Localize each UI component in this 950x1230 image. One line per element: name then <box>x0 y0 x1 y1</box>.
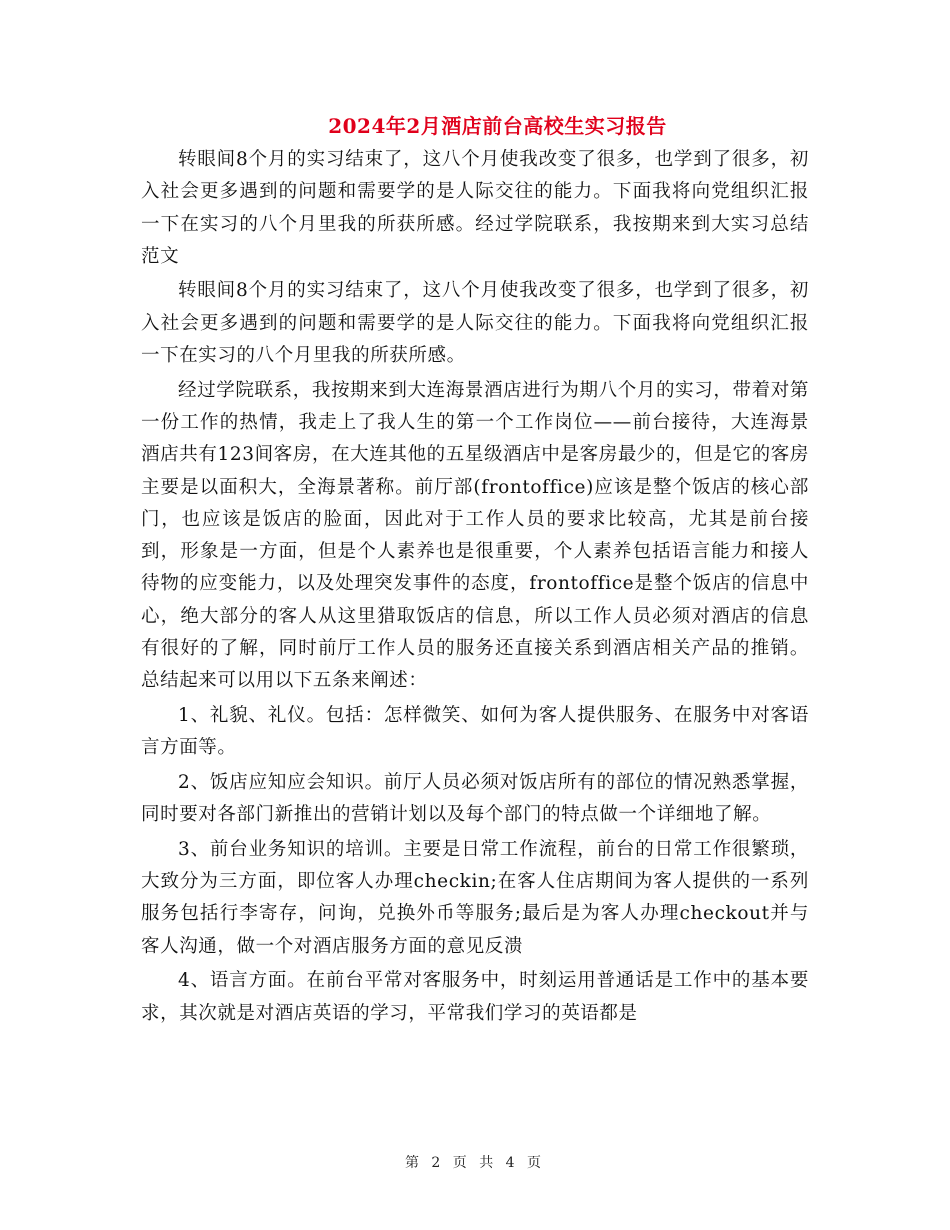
paragraph-2: 转眼间8个月的实习结束了，这八个月使我改变了很多，也学到了很多，初入社会更多遇到的问题和需要学的是人际交往的能力。下面我将向党组织汇报一下在实习的八个月里我的所获所感。 <box>141 280 809 367</box>
document-title: 2024年2月酒店前台高校生实习报告 <box>328 114 667 138</box>
paragraph-4: 1、礼貌、礼仪。包括：怎样微笑、如何为客人提供服务、在服务中对客语言方面等。 <box>141 704 809 759</box>
paragraph-7: 4、语言方面。在前台平常对客服务中，时刻运用普通话是工作中的基本要求，其次就是对酒店英语的学习，平常我们学习的英语都是 <box>141 970 809 1024</box>
paragraph-3: 经过学院联系，我按期来到大连海景酒店进行为期八个月的实习，带着对第一份工作的热情，我走上了我人生的第一个工作岗位——前台接待，大连海景酒店共有123间客房，在大连其他的五星级酒店中是客房最少的，但是它的客房主要是以面积大，全海景著称。前厅部(frontoffice)应该是整个饭店的核心部门，也应该是饭店的脸面，因此对于工作人员的要求比较高，尤其是前台接到，形象是一方面，但是个人素养也是很重要，个人素养包括语言能力和接人待物的应变能力，以及处理突发事件的态度，frontoffice是整个饭店的信息中心，绝大部分的客人从这里猎取饭店的信息，所以工作人员必须对酒店的信息有很好的了解，同时前厅工作人员的服务还直接关系到酒店相关产品的推销。总结起来可以用以下五条来阐述： <box>141 379 809 692</box>
paragraph-6: 3、前台业务知识的培训。主要是日常工作流程，前台的日常工作很繁琐，大致分为三方面，即位客人办理checkin;在客人住店期间为客人提供的一系列服务包括行李寄存，问询，兑换外币等服务;最后是为客人办理checkout并与客人沟通，做一个对酒店服务方面的意见反溃 <box>141 838 809 957</box>
document-body <box>141 144 809 1032</box>
paragraph-1: 转眼间8个月的实习结束了，这八个月使我改变了很多，也学到了很多，初入社会更多遇到的问题和需要学的是人际交往的能力。下面我将向党组织汇报一下在实习的八个月里我的所获所感。经过学院联系，我按期来到大实习总结范文 <box>141 149 809 267</box>
paragraph-5: 2、饭店应知应会知识。前厅人员必须对饭店所有的部位的情况熟悉掌握，同时要对各部门新推出的营销计划以及每个部门的特点做一个详细地了解。 <box>141 771 809 826</box>
page-footer: 第 2 页 共 4 页 <box>404 1155 546 1171</box>
